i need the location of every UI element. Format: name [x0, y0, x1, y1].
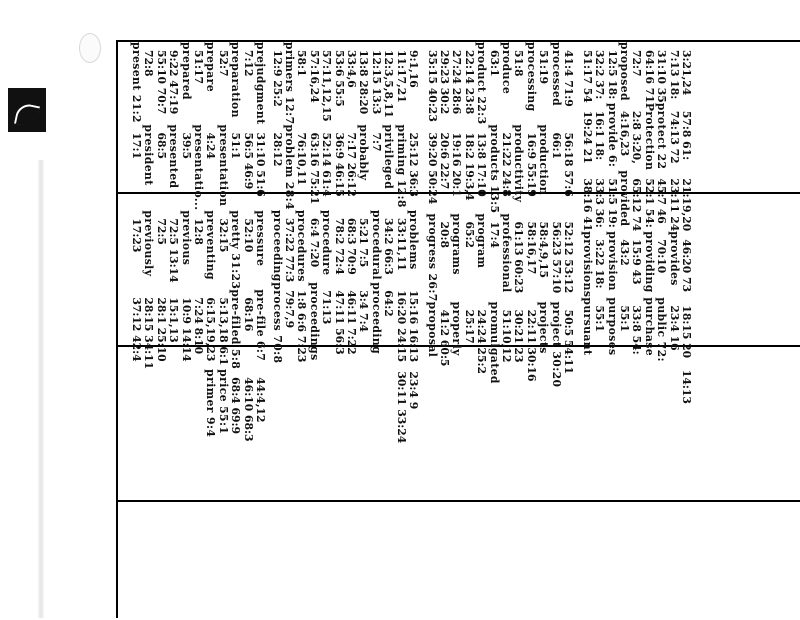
index-band-1	[118, 42, 268, 620]
index-locator: 64:16 71	[642, 50, 656, 103]
index-locator: 24:24 25:2	[475, 309, 489, 374]
index-band-4	[578, 42, 694, 620]
index-headword: present 21:2	[130, 42, 144, 123]
index-locator: 28:15 34:11	[142, 297, 156, 370]
index-headword: provide 6:	[605, 102, 619, 168]
index-locator: 7:12	[241, 50, 255, 77]
index-locator: 58:1	[295, 50, 309, 77]
index-headword: privileged	[382, 124, 396, 190]
index-locator: 28:12	[270, 132, 284, 167]
index-locator: 41:4 71:9	[562, 50, 575, 107]
index-headword: previously	[142, 210, 156, 277]
index-locator: 22:11 30:16	[524, 309, 538, 382]
index-headword: preventing	[204, 210, 218, 280]
index-locator: 52:14 61:4	[320, 132, 334, 197]
index-locator: 63:1	[487, 50, 501, 77]
index-locator: 31:10 35	[655, 50, 669, 103]
index-locator: 46:20 73	[680, 239, 693, 293]
index-locator: 68:4 69:9	[229, 377, 243, 434]
index-locator: 72:7	[630, 50, 644, 77]
index-locator: 33:11,11	[394, 217, 408, 271]
index-locator: 51:17	[192, 50, 206, 85]
index-headword: proceeding	[270, 209, 284, 282]
index-locator: 44:4,12	[254, 377, 267, 423]
index-headword: produce	[500, 42, 514, 95]
index-headword: product 22:3	[475, 42, 489, 125]
index-headword: price 55:1	[216, 369, 230, 435]
index-locator: 52:10	[241, 218, 255, 253]
index-locator: 61:13 60:23	[512, 221, 526, 294]
index-headword: purchase	[642, 297, 656, 357]
index-headword: purposes	[605, 297, 619, 356]
index-locator: 6:15,19,23	[204, 297, 218, 362]
page-edge-shadow	[38, 160, 44, 618]
index-locator: 56:5 46:9	[241, 132, 255, 190]
index-headword: prepared	[179, 42, 193, 100]
index-locator: 64:2	[382, 290, 396, 317]
index-headword: primers 12:7	[283, 42, 297, 125]
index-locator: 7:7	[369, 132, 383, 152]
index-headword: pressure	[254, 210, 267, 267]
index-locator: 51:5 19:	[605, 178, 619, 228]
index-locator: 66:1	[549, 132, 563, 160]
index-locator: 34:2 66:3	[382, 217, 396, 275]
index-headword: process 70:8	[270, 282, 284, 364]
index-locator: 32:2 37:	[593, 50, 607, 100]
index-locator: 35:15 40:23	[425, 50, 439, 122]
index-headword: projects	[537, 301, 551, 354]
index-locator: 15:9 43	[630, 239, 644, 285]
index-locator: 19:16 20:1	[450, 132, 464, 197]
index-headword: procedures	[295, 209, 309, 282]
index-locator: 37:12 42:4	[130, 297, 144, 362]
index-locator: 14:13	[680, 369, 693, 404]
index-locator: 55:10 70:7	[154, 50, 168, 115]
index-headword: provides	[667, 231, 681, 286]
index-locator: 33:8 54:	[630, 305, 644, 355]
index-headword: professional	[500, 213, 514, 293]
index-locator: 23:4 9	[407, 371, 420, 410]
index-locator: 71:13	[320, 290, 334, 325]
index-headword: Protection	[642, 102, 656, 171]
index-headword: prepare	[204, 42, 218, 93]
index-locator: 52:7	[216, 50, 230, 77]
index-headword: providing	[642, 231, 656, 293]
index-locator: 51:17 54	[580, 50, 594, 103]
index-locator: 28:1 25:10	[154, 297, 168, 362]
index-headword: promulgated	[487, 301, 501, 384]
index-locator: 72:5	[154, 218, 168, 245]
index-locator: 10:9 14:14	[179, 297, 193, 362]
index-locator: 11:17,21	[394, 50, 408, 103]
index-headword: president	[142, 124, 156, 186]
index-headword: pursuant	[580, 297, 594, 356]
index-locator: 39:5	[179, 132, 193, 160]
index-headword: probably	[357, 124, 371, 181]
index-locator: 4:16,23	[618, 110, 632, 157]
index-locator: 50:5 54:11	[562, 309, 575, 374]
index-headword: prejudgment	[254, 42, 267, 125]
index-headword: properly	[450, 301, 464, 356]
index-locator: 12:8	[192, 218, 206, 245]
index-locator: 32:15	[216, 218, 230, 253]
index-locator: 46:11 7:22	[345, 290, 359, 355]
index-locator: 21:19,20	[680, 178, 693, 232]
index-locator: 5:21 7:5	[357, 217, 371, 268]
index-locator: 58:4,9,15	[537, 221, 551, 279]
index-headword: primer 9:4	[204, 369, 218, 438]
index-locator: 15:16 16:13	[407, 290, 420, 363]
index-locator: 27:24 28:6	[450, 50, 464, 115]
index-locator: 3:22 18:	[593, 239, 607, 289]
index-headword: presentation	[216, 124, 230, 207]
index-locator: 79:7,9	[283, 290, 297, 329]
index-headword: public 72:	[655, 297, 669, 362]
index-locator: 6:4 7:20	[307, 217, 321, 268]
index-locator: 57:11,12,15	[320, 50, 334, 122]
index-locator: 63:16 75:21	[307, 132, 321, 205]
index-headword: processed	[549, 42, 563, 107]
index-locator: 7:24 8:10	[192, 297, 206, 355]
index-locator: 58:16,17	[524, 221, 538, 275]
index-band-2	[270, 42, 421, 620]
index-locator: 17:4	[487, 221, 501, 248]
index-locator: 43:2	[618, 239, 632, 266]
index-headword: products 13:5	[487, 124, 501, 214]
index-locator: 30:21 23	[512, 309, 526, 363]
index-locator: 72:8	[142, 50, 156, 77]
index-locator: 30:11 33:24	[394, 371, 408, 444]
index-locator: 46:10 68:3	[241, 377, 255, 442]
index-locator: 3:4 7:4	[357, 290, 371, 333]
index-locator: 51:19	[537, 50, 551, 85]
index-headword: programs	[450, 213, 464, 275]
index-locator: 57:8 61:	[680, 110, 693, 161]
index-locator: 3:21,24	[680, 50, 693, 96]
index-locator: 25:12 36:3	[407, 132, 420, 197]
index-headword: protect 22	[655, 102, 669, 170]
index-headword: proposal	[425, 301, 439, 358]
index-locator: 12:5 18:	[605, 50, 619, 100]
index-locator: 55:1	[618, 305, 632, 332]
index-locator: 68:5	[154, 132, 168, 160]
index-headword: program	[475, 213, 489, 269]
index-locator: 15:1,13	[167, 297, 181, 343]
index-locator: 18:2 19:3,4	[462, 132, 476, 201]
index-headword: presentatio...	[192, 124, 206, 211]
index-headword: pretty 31:23	[229, 210, 243, 290]
index-locator: 20:6 22:7	[438, 132, 452, 190]
index-locator: 74:13 72	[667, 110, 681, 164]
index-headword: priming 12:8	[394, 124, 408, 208]
index-headword: processing	[524, 42, 538, 112]
index-locator: 57:16,24	[307, 50, 321, 103]
index-locator: 72:5 13:14	[167, 218, 181, 283]
index-locator: 65:2	[462, 221, 476, 248]
index-locator: 1:8 6:6 7:23	[295, 290, 309, 363]
index-locator: 12:15 13:3	[369, 50, 383, 115]
index-headword: provisions	[580, 231, 594, 298]
index-locator: 17:23	[130, 218, 144, 253]
index-locator: 38:16 41	[580, 178, 594, 232]
index-locator: 9:1,16	[407, 50, 420, 88]
index-locator: 13:8 28:20	[357, 50, 371, 115]
index-locator: 39:20 50:24	[425, 132, 439, 205]
index-locator: 76:10,11	[295, 132, 309, 186]
index-headword: preparation	[229, 42, 243, 118]
index-locator: 22:14 23:8	[462, 50, 476, 115]
index-locator: 37:22 77:3	[283, 217, 297, 283]
index-headword: provision	[605, 231, 619, 291]
index-locator: 51:8	[512, 50, 526, 77]
index-locator: 5:13,18 6:1	[216, 297, 230, 366]
index-locator: 12:9 25:2	[270, 50, 284, 107]
index-headword: proposed	[618, 42, 632, 101]
index-locator: 47:11 56:3	[332, 290, 346, 355]
index-headword: problem 28:4	[283, 124, 297, 210]
index-locator: 21:22 24:8	[500, 132, 514, 197]
index-headword: proceeding	[369, 282, 383, 355]
index-locator: 7:17 26:12	[345, 132, 359, 197]
index-headword: presented	[167, 124, 181, 189]
index-locator: 16:20 24:15	[394, 290, 408, 363]
index-headword: pre-filed 5:8	[229, 289, 243, 370]
index-locator: 52:12 53:12	[562, 221, 575, 294]
index-locator: 23:4 16	[667, 305, 681, 351]
index-locator: 70:10	[655, 239, 669, 274]
index-locator: 45:7 46	[655, 178, 669, 224]
index-band-3	[423, 42, 576, 620]
index-locator: 31:10 51:6	[254, 132, 267, 197]
index-locator: 65:12 74	[630, 178, 644, 232]
index-locator: 68:16	[241, 297, 255, 332]
index-locator: 16:9 55:19	[524, 132, 538, 197]
index-locator: 25:17	[462, 309, 476, 344]
index-locator: 17:1	[130, 132, 144, 160]
index-locator: 56:18 57:6	[562, 132, 575, 197]
index-locator: 36:9 46:15	[332, 132, 346, 197]
index-locator: 78:2 72:4	[332, 217, 346, 275]
index-headword: previous	[179, 210, 193, 266]
index-locator: 7:13 18:	[667, 50, 681, 100]
index-headword: provided	[618, 170, 632, 227]
index-locator: 13:8 17:10	[475, 132, 489, 197]
index-headword: procedure	[320, 209, 334, 276]
index-locator: 9:22 47:19	[167, 50, 181, 115]
index-headword: project 30:20	[549, 301, 563, 388]
index-locator: 56:23 57:10	[549, 221, 563, 294]
index-locator: 68:3 70:9	[345, 217, 359, 275]
index-locator: 19:24 21	[580, 110, 594, 164]
index-locator: 53:6 55:5	[332, 50, 346, 107]
index-headword: production	[537, 124, 551, 196]
index-locator: 12:3,5,8,11	[382, 50, 396, 118]
index-locator: 2:8 3:20,	[630, 110, 644, 164]
index-locator: 33:4,6	[345, 50, 359, 88]
index-locator: 51:10,12	[500, 309, 514, 363]
index-locator: 41:2 60:5	[438, 309, 452, 367]
index-locator: 33:3 36:	[593, 178, 607, 228]
index-locator: 29:23 30:2	[438, 50, 452, 115]
index-locator: 4:24	[204, 132, 218, 160]
index-headword: progress 26:7	[425, 213, 439, 302]
index-locator: 16:1 18:	[593, 110, 607, 161]
index-headword: procedural	[369, 209, 383, 281]
punch-hole	[79, 33, 101, 63]
index-headword: problems	[407, 209, 420, 270]
index-locator: 52:1 54:	[642, 178, 656, 228]
index-headword: proceedings	[307, 282, 321, 361]
index-locator: 55:1	[593, 305, 607, 332]
index-locator: 51:1	[229, 132, 243, 160]
index-headword: productivity	[512, 124, 526, 203]
index-locator: 20:8	[438, 221, 452, 248]
index-locator: 23:11 24	[667, 178, 681, 232]
index-locator: 18:15 20	[680, 305, 693, 359]
index-headword: pre-file 6:7	[254, 289, 267, 362]
